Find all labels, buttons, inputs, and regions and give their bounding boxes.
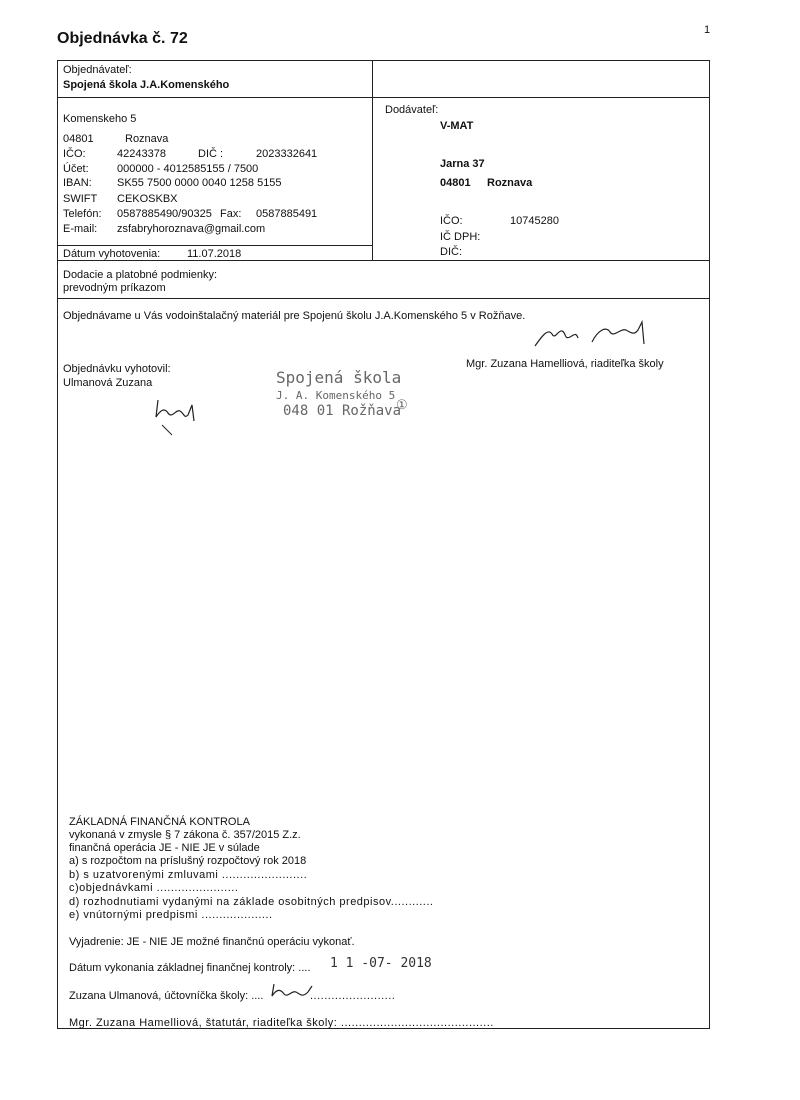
issue-date-label: Dátum vyhotovenia: bbox=[63, 248, 161, 260]
director-signature bbox=[530, 316, 660, 356]
document-title: Objednávka č. 72 bbox=[57, 30, 188, 47]
control-item-d: d) rozhodnutiami vydanými na základe osobitných predpisov............ bbox=[69, 896, 434, 908]
school-stamp-line3: 048 01 Rožňava bbox=[283, 403, 402, 419]
terms-value: prevodným príkazom bbox=[63, 282, 166, 294]
orderer-swift: CEKOSKBX bbox=[117, 193, 178, 205]
orderer-dic: 2023332641 bbox=[256, 148, 318, 160]
issue-date: 11.07.2018 bbox=[187, 248, 242, 260]
issued-by-name: Ulmanová Zuzana bbox=[63, 377, 153, 389]
orderer-email: zsfabryhoroznava@gmail.com bbox=[117, 223, 266, 235]
order-text: Objednávame u Vás vodoinštalačný materiál pre Spojenú školu J.A.Komenského 5 v Rožňave. bbox=[63, 310, 526, 322]
orderer-ico: 42243378 bbox=[117, 148, 166, 160]
orderer-swift-label: SWIFT bbox=[63, 193, 98, 205]
control-item-b: b) s uzatvorenými zmluvami ........................ bbox=[69, 869, 308, 881]
terms-bottom-line bbox=[57, 298, 710, 299]
accountant-signature bbox=[268, 980, 318, 1005]
orderer-email-label: E-mail: bbox=[63, 223, 98, 235]
control-line2: finančná operácia JE - NIE JE v súlade bbox=[69, 842, 260, 854]
orderer-name: Spojená škola J.A.Komenského bbox=[63, 79, 230, 91]
orderer-iban: SK55 7500 0000 0040 1258 5155 bbox=[117, 177, 282, 189]
supplier-street: Jarna 37 bbox=[440, 158, 485, 170]
orderer-fax-label: Fax: bbox=[220, 208, 242, 220]
control-statutory: Mgr. Zuzana Hamelliová, štatutár, riaditeľka školy: ........................................... bbox=[69, 1017, 494, 1029]
orderer-dic-label: DIČ : bbox=[198, 148, 224, 160]
orderer-label: Objednávateľ: bbox=[63, 64, 132, 76]
control-item-a: a) s rozpočtom na príslušný rozpočtový rok 2018 bbox=[69, 855, 307, 867]
orderer-phone: 0587885490/90325 bbox=[117, 208, 212, 220]
orderer-zip: 04801 bbox=[63, 133, 94, 145]
school-stamp-line1: Spojená škola bbox=[276, 368, 402, 387]
orderer-iban-label: IBAN: bbox=[63, 177, 92, 189]
supplier-zip: 04801 bbox=[440, 177, 471, 189]
control-accountant: Zuzana Ulmanová, účtovníčka školy: .... bbox=[69, 990, 264, 1002]
page-number: 1 bbox=[704, 24, 711, 36]
orderer-account-label: Účet: bbox=[63, 163, 89, 175]
supplier-city: Roznava bbox=[487, 177, 533, 189]
control-exec-date-label: Dátum vykonania základnej finančnej kontroly: .... bbox=[69, 962, 311, 974]
supplier-ico-label: IČO: bbox=[440, 215, 463, 227]
control-accountant-dots: ........................ bbox=[310, 990, 396, 1002]
orderer-fax: 0587885491 bbox=[256, 208, 318, 220]
director-name: Mgr. Zuzana Hamelliová, riaditeľka školy bbox=[466, 358, 664, 370]
supplier-dic-label: DIČ: bbox=[440, 246, 462, 258]
control-line1: vykonaná v zmysle § 7 zákona č. 357/2015 Z.z. bbox=[69, 829, 301, 841]
orderer-street: Komenskeho 5 bbox=[63, 113, 137, 125]
orderer-phone-label: Telefón: bbox=[63, 208, 102, 220]
control-exec-date: 1 1 -07- 2018 bbox=[330, 956, 432, 971]
control-heading: ZÁKLADNÁ FINANČNÁ KONTROLA bbox=[69, 816, 250, 828]
supplier-icdph-label: IČ DPH: bbox=[440, 231, 481, 243]
orderer-city: Roznava bbox=[125, 133, 169, 145]
parties-divider bbox=[372, 60, 373, 260]
control-statement: Vyjadrenie: JE - NIE JE možné finančnú operáciu vykonať. bbox=[69, 936, 355, 948]
supplier-ico: 10745280 bbox=[510, 215, 559, 227]
date-divider bbox=[57, 245, 372, 246]
issuer-signature bbox=[150, 395, 200, 440]
school-stamp-mark: ① bbox=[396, 398, 408, 413]
header-divider bbox=[57, 97, 710, 98]
issued-by-label: Objednávku vyhotovil: bbox=[63, 363, 171, 375]
parties-bottom-line bbox=[57, 260, 710, 261]
terms-label: Dodacie a platobné podmienky: bbox=[63, 269, 218, 281]
control-item-c: c)objednávkami ....................... bbox=[69, 882, 239, 894]
school-stamp-line2: J. A. Komenského 5 bbox=[276, 389, 396, 402]
orderer-account: 000000 - 4012585155 / 7500 bbox=[117, 163, 259, 175]
control-item-e: e) vnútornými predpismi .................... bbox=[69, 909, 273, 921]
orderer-ico-label: IČO: bbox=[63, 148, 86, 160]
supplier-label: Dodávateľ: bbox=[385, 104, 439, 116]
supplier-name: V-MAT bbox=[440, 120, 474, 132]
